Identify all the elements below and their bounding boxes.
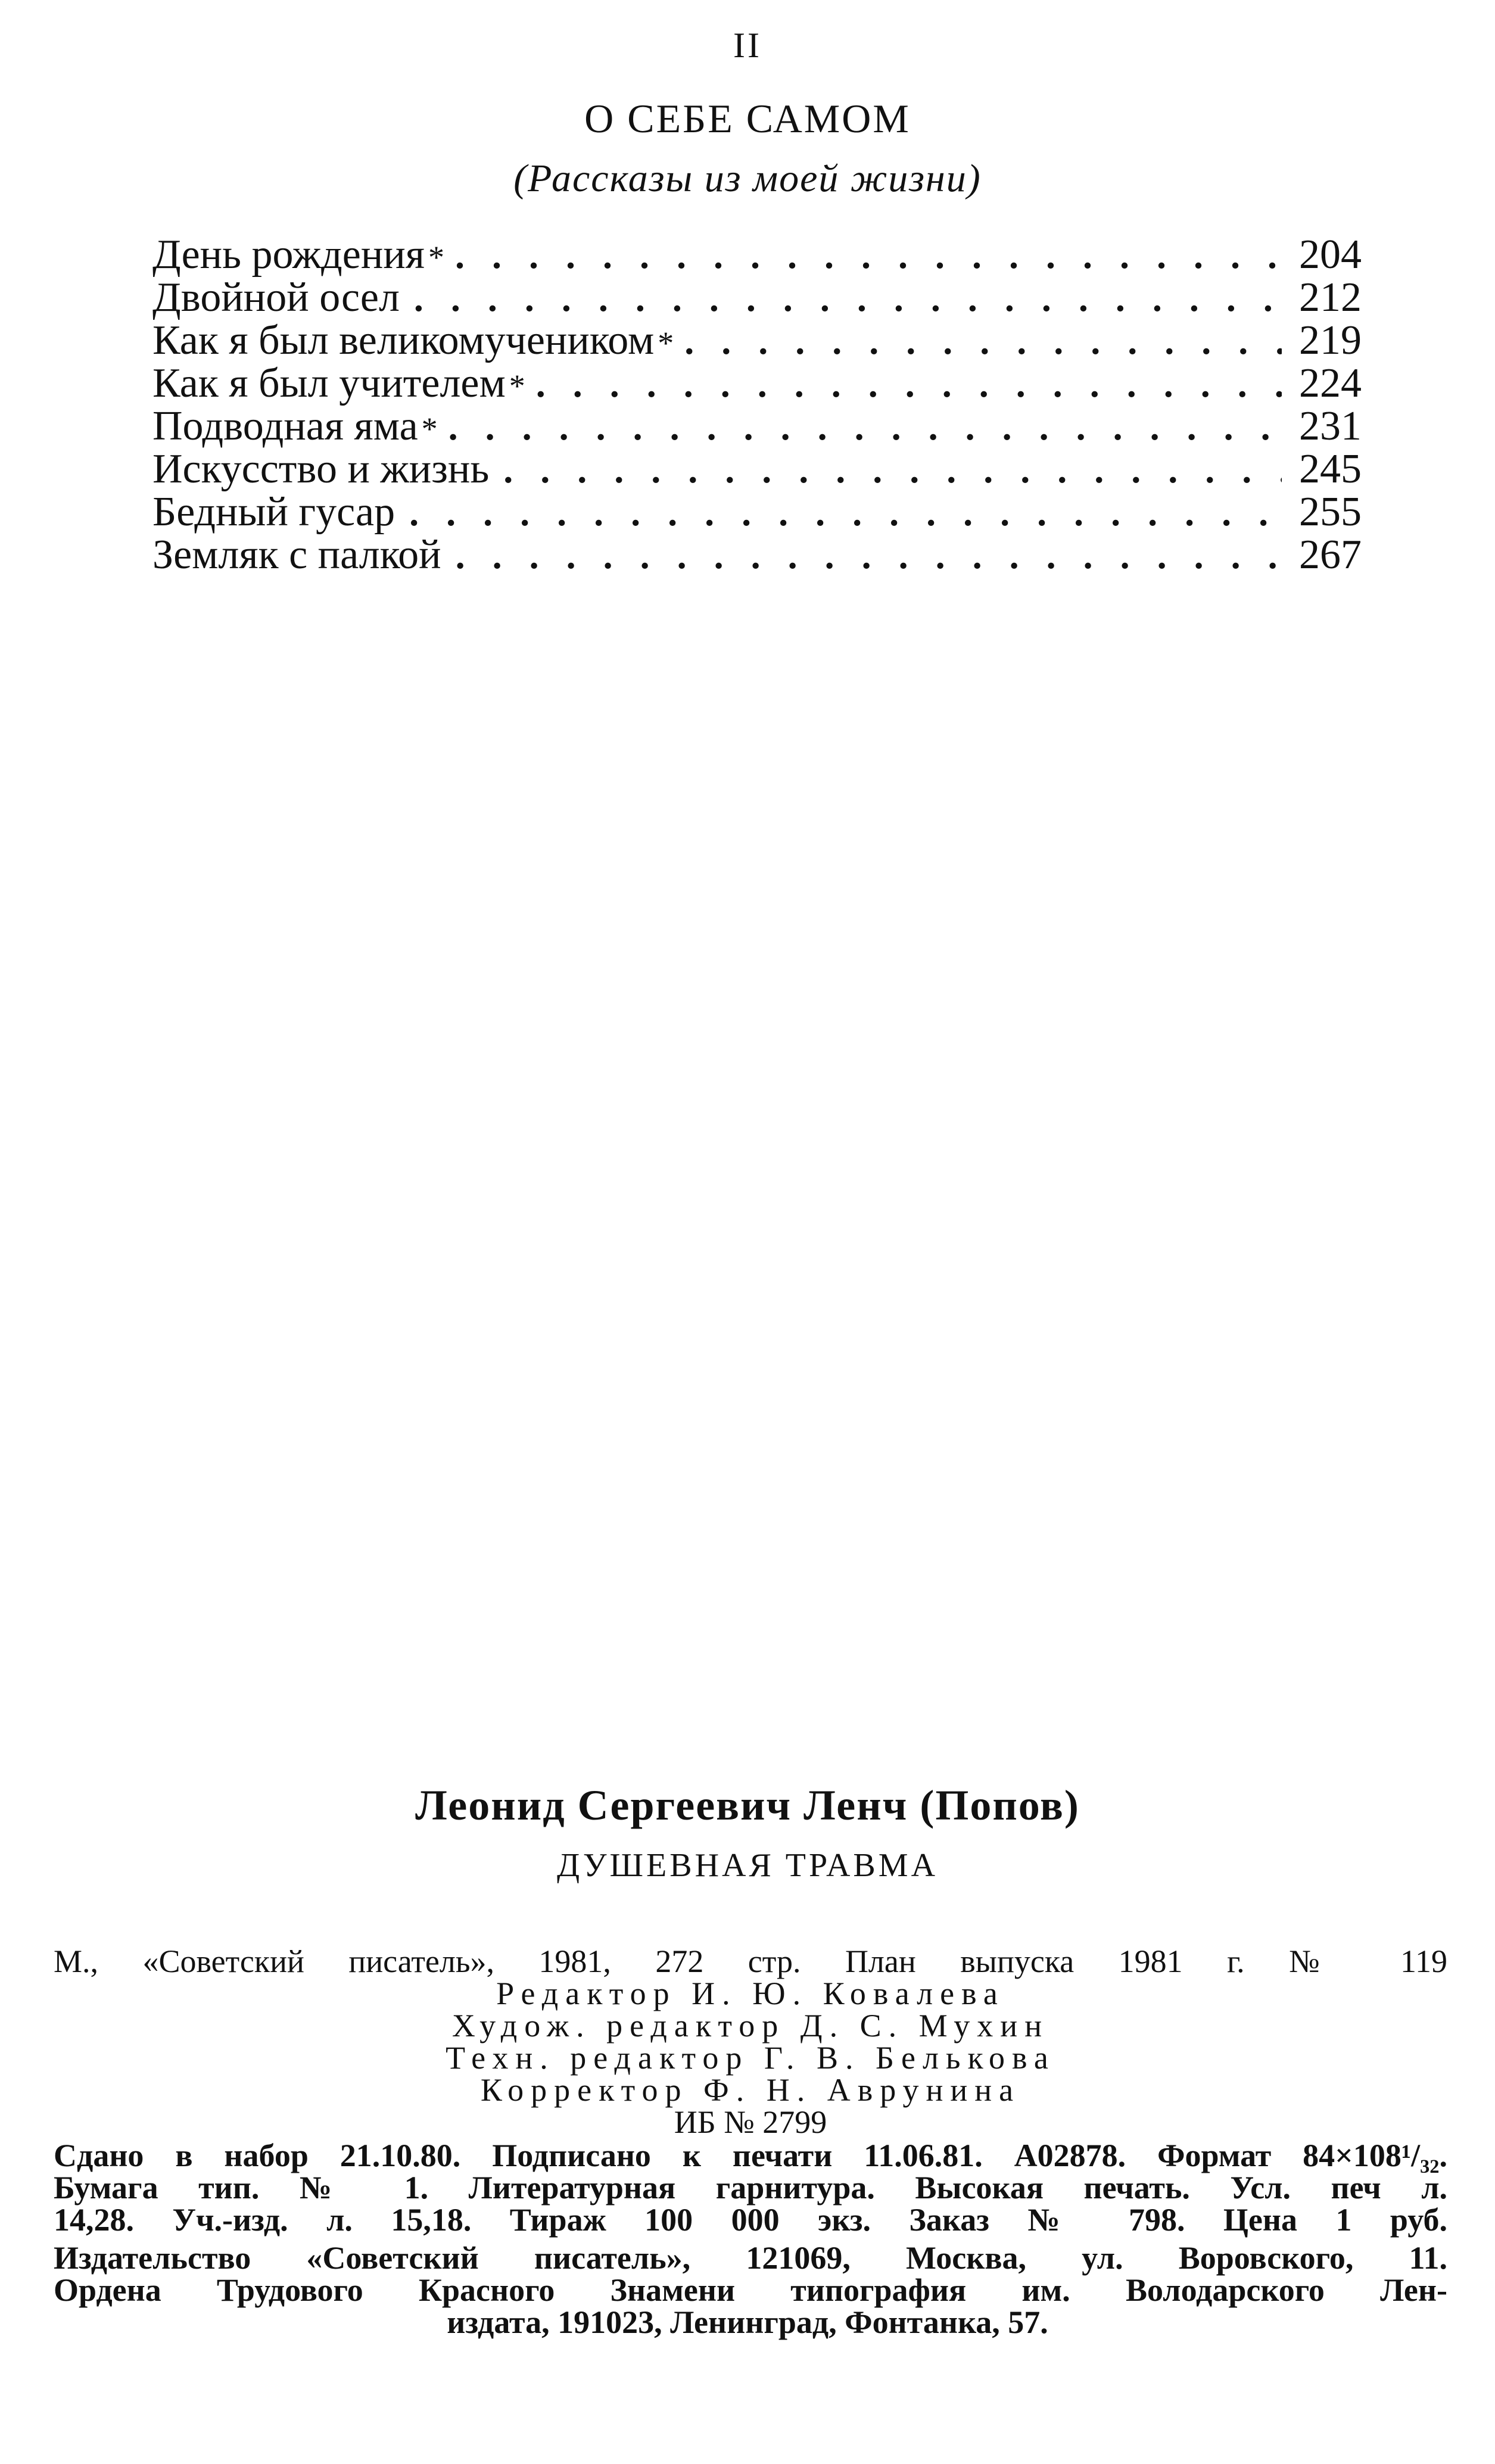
dot-leader [409,491,1282,535]
toc-item-page: 212 [1299,275,1362,320]
toc-item-title: Искусство и жизнь [152,446,490,492]
toc-item-page: 219 [1299,317,1362,363]
toc-item-marker: * [658,325,674,361]
toc-item [152,360,1362,406]
toc-item [152,403,1362,449]
toc-item-marker: * [509,368,525,404]
toc-item [152,446,1362,492]
imprint-paper-info: Бумага тип. № 1. Литературная гарнитура. Высокая печать. Усл. печ л. [54,2170,1447,2206]
imprint-tech-editor [54,2039,1447,2076]
toc-item-page: 224 [1299,360,1362,406]
dot-leader [536,362,1282,406]
section-number: II [733,26,762,65]
toc-item-page: 204 [1299,232,1362,278]
toc-item-title: Как я был учителем [152,360,506,406]
toc-item [152,488,1362,535]
toc-item-page: 245 [1299,446,1362,492]
toc-item-title: Бедный гусар [152,489,395,535]
imprint-publisher-address: Издательство «Советский писатель», 121069, Москва, ул. Воровского, 11. [54,2240,1447,2276]
imprint-art-editor [54,2007,1447,2044]
toc-item-title: Двойной осел [152,275,400,320]
editor-text: Редактор И. Ю. Ковалева [496,1976,1005,2011]
imprint-publication-line: М., «Советский писатель», 1981, 272 стр. План выпуска 1981 г. № 119 [54,1943,1447,1979]
dot-leader [455,233,1282,278]
imprint-ib-number: ИБ № 2799 [674,2104,827,2140]
toc-item-title: День рождения [152,232,425,278]
toc-item [152,231,1362,278]
toc-item-page: 267 [1299,532,1362,578]
imprint-proofreader [54,2071,1447,2108]
toc-item-marker: * [421,411,438,447]
dot-leader [448,405,1282,449]
section-subtitle: (Рассказы из моей жизни) [513,157,982,200]
toc-item-page: 255 [1299,489,1362,535]
imprint-print-run: 14,28. Уч.-изд. л. 15,18. Тираж 100 000 экз. Заказ № 798. Цена 1 руб. [54,2202,1447,2238]
art-editor-text: Худож. редактор Д. С. Мухин [451,2008,1049,2044]
imprint-printing-dates: Сдано в набор 21.10.80. Подписано к печати 11.06.81. А02878. Формат 84×108¹/₃₂. [54,2138,1447,2173]
imprint-editor [54,1975,1447,2012]
book-author: Леонид Сергеевич Ленч (Попов) [415,1781,1080,1829]
tech-editor-text: Техн. редактор Г. В. Белькова [446,2040,1055,2076]
imprint-printer: Ордена Трудового Красного Знамени типография им. Володарского Лен- [54,2272,1447,2308]
table-of-contents [152,231,1362,578]
proofreader-text: Корректор Ф. Н. Аврунина [480,2072,1021,2108]
toc-item-page: 231 [1299,403,1362,449]
toc-item [152,317,1362,363]
dot-leader [456,534,1282,578]
toc-item-title: Земляк с палкой [152,532,441,578]
imprint-printer-address: издата, 191023, Ленинград, Фонтанка, 57. [447,2304,1048,2340]
section-title: О СЕБЕ САМОМ [584,96,911,141]
dot-leader [414,276,1282,320]
dot-leader [684,319,1282,363]
toc-item-marker: * [428,239,444,275]
toc-item-title: Как я был великомучеником [152,317,655,363]
book-title: ДУШЕВНАЯ ТРАВМА [556,1847,939,1884]
toc-item-title: Подводная яма [152,403,418,449]
dot-leader [503,448,1282,492]
toc-item [152,531,1362,578]
toc-item [152,274,1362,320]
